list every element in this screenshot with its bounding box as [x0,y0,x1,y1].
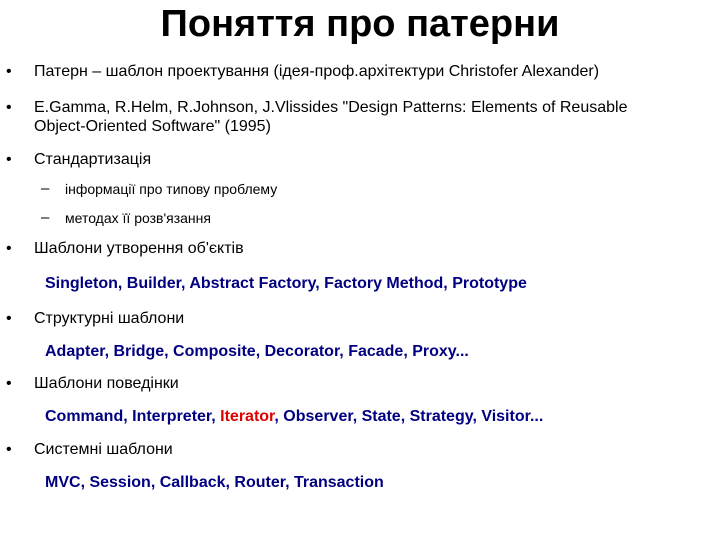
bullet-icon: • [6,240,12,257]
pattern-name: Adapter [45,343,105,360]
pattern-name: Observer [283,408,353,425]
pattern-name: Builder [126,275,182,292]
pattern-name: Proxy [412,343,456,360]
bullet-icon: • [6,151,12,168]
bullet-text-creational: Шаблони утворення об'єктів [34,240,244,257]
pattern-name: Bridge [113,343,165,360]
pattern-name: Interpreter [132,408,212,425]
pattern-name: Callback [159,474,226,491]
ellipsis: ... [455,343,469,360]
pattern-name: Factory Method [324,275,444,292]
pattern-name: Abstract Factory [189,275,316,292]
bullet-text-system: Системні шаблони [34,441,173,458]
pattern-name: Decorator [264,343,340,360]
sub-text-solution-methods: методах її розв'язання [65,210,211,226]
pattern-name: Router [234,474,286,491]
pattern-name: Session [89,474,151,491]
bullet-text-standardization: Стандартизація [34,151,152,168]
sub-text-problem-info: інформації про типову проблему [65,181,278,197]
pattern-name: Iterator [220,408,275,425]
bullet-icon: • [6,375,12,392]
bullet-icon: • [6,99,12,116]
dash-icon: – [41,209,50,226]
ellipsis: ... [529,408,544,425]
bullet-text-behavioral: Шаблони поведінки [34,375,179,392]
pattern-name: MVC [45,474,81,491]
pattern-name: Visitor [481,408,530,425]
pattern-name: Strategy [409,408,473,425]
pattern-name: Composite [173,343,256,360]
bullet-text-structural: Структурні шаблони [34,310,185,327]
pattern-name: Singleton [45,275,118,292]
page-title: Поняття про патерни [160,3,560,45]
bullet-icon: • [6,310,12,327]
pattern-name: Facade [348,343,404,360]
pattern-name: State [361,408,401,425]
bullet-text-pattern-definition: Патерн – шаблон проектування (ідея-проф.архітектури Christofer Alexander) [34,63,600,80]
bullet-icon: • [6,63,12,80]
creational-patterns: Singleton, Builder, Abstract Factory, Factory Method, Prototype [45,275,527,292]
pattern-name: Transaction [293,474,384,491]
bullet-text-gof-book-line1: E.Gamma, R.Helm, R.Johnson, J.Vlissides "Design Patterns: Elements of Reusable [34,99,628,116]
structural-patterns: Adapter, Bridge, Composite, Decorator, Facade, Proxy... [45,343,469,360]
pattern-name: Command [45,408,124,425]
bullet-text-gof-book-line2: Object-Oriented Software" (1995) [34,118,271,135]
dash-icon: – [41,180,50,197]
system-patterns: MVC, Session, Callback, Router, Transaction [45,474,384,491]
behavioral-patterns: Command, Interpreter, Iterator, Observer, State, Strategy, Visitor... [45,408,544,425]
bullet-icon: • [6,441,12,458]
pattern-name: Prototype [452,275,527,292]
